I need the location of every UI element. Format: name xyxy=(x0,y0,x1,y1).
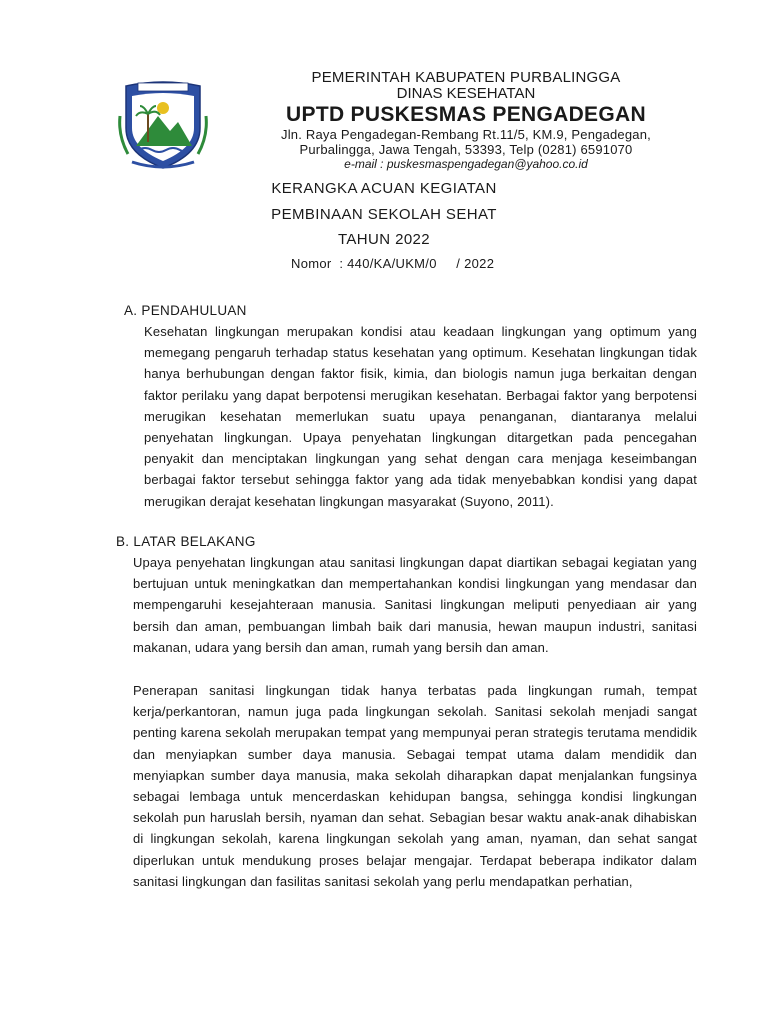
purbalingga-emblem-icon xyxy=(118,76,208,172)
section-b-paragraph-2: Penerapan sanitasi lingkungan tidak hanya terbatas pada lingkungan rumah, tempat kerja/perkantoran, namun juga pada lingkungan sekolah. Sanitasi sekolah menjadi sangat penting karena sekolah merupakan tempat yang mempunyai peran strategis terutama mendidik dan menyiapkan sumber daya manusia. Sebagai tempat utama dalam mendidik dan menyiapkan sumber daya manusia, maka sekolah diharapkan dapat menjalankan fungsinya sebagai lembaga untuk mencerdaskan kehidupan bangsa, sehingga kondisi lingkungan sekolah pun haruslah bersih, nyaman dan sehat. Sebagian besar waktu anak-anak dihabiskan di lingkungan sekolah, karena lingkungan sekolah yang aman, nyaman, dan sehat sangat diperlukan untuk mendukung proses belajar mengajar. Terdapat beberapa indikator dalam sanitasi lingkungan dan fasilitas sanitasi sekolah yang perlu mendapatkan perhatian, xyxy=(133,683,697,889)
section-a-heading: A. PENDAHULUAN xyxy=(124,303,247,318)
document-number: Nomor : 440/KA/UKM/0 / 2022 xyxy=(291,256,495,271)
agency-name: DINAS KESEHATAN xyxy=(396,85,536,102)
section-b-paragraph-1: Upaya penyehatan lingkungan atau sanitasi lingkungan dapat diartikan sebagai kegiatan yang bertujuan untuk meningkatkan dan mempertahankan kondisi lingkungan yang mendasar dan mempengaruhi kesejahteraan manusia. Sanitasi lingkungan meliputi penyediaan air yang bersih dan aman, pembuangan limbah baik dari manusia, hewan maupun industri, sanitasi makanan, udara yang bersih dan aman, rumah yang bersih dan aman. xyxy=(133,555,697,655)
address-line-1: Jln. Raya Pengadegan-Rembang Rt.11/5, KM.9, Pengadegan, xyxy=(281,127,651,142)
letterhead-text xyxy=(256,70,676,171)
email-address: e-mail : puskesmaspengadegan@yahoo.co.id xyxy=(344,157,588,171)
document-title-line-3: TAHUN 2022 xyxy=(337,231,431,248)
address-line-2: Purbalingga, Jawa Tengah, 53393, Telp (0281) 6591070 xyxy=(299,142,633,157)
letterhead xyxy=(118,70,678,170)
government-name: PEMERINTAH KABUPATEN PURBALINGGA xyxy=(311,69,621,86)
section-b-heading: B. LATAR BELAKANG xyxy=(116,534,256,549)
section-a-paragraph: Kesehatan lingkungan merupakan kondisi atau keadaan lingkungan yang optimum yang memegang pengaruh terhadap status kesehatan yang optimum. Kesehatan lingkungan tidak hanya berhubungan dengan faktor fisik, kimia, dan biologis namun juga berkaitan dengan faktor perilaku yang dapat berpotensi merugikan kesehatan. Berbagai faktor yang berpotensi merugikan kesehatan memerlukan suatu upaya penanganan, diantaranya melalui penyehatan lingkungan. Upaya penyehatan lingkungan ditargetkan pada pencegahan penyakit dan menciptakan lingkungan yang sehat dengan cara menjaga keseimbangan berbagai faktor tersebut sehingga faktor yang ada tidak menyebabkan kondisi yang dapat merugikan derajat kesehatan lingkungan masyarakat (Suyono, 2011). xyxy=(144,324,697,509)
institution-title: UPTD PUSKESMAS PENGADEGAN xyxy=(286,103,646,126)
document-title-line-1: KERANGKA ACUAN KEGIATAN xyxy=(271,180,497,197)
document-title-line-2: PEMBINAAN SEKOLAH SEHAT xyxy=(271,206,497,223)
